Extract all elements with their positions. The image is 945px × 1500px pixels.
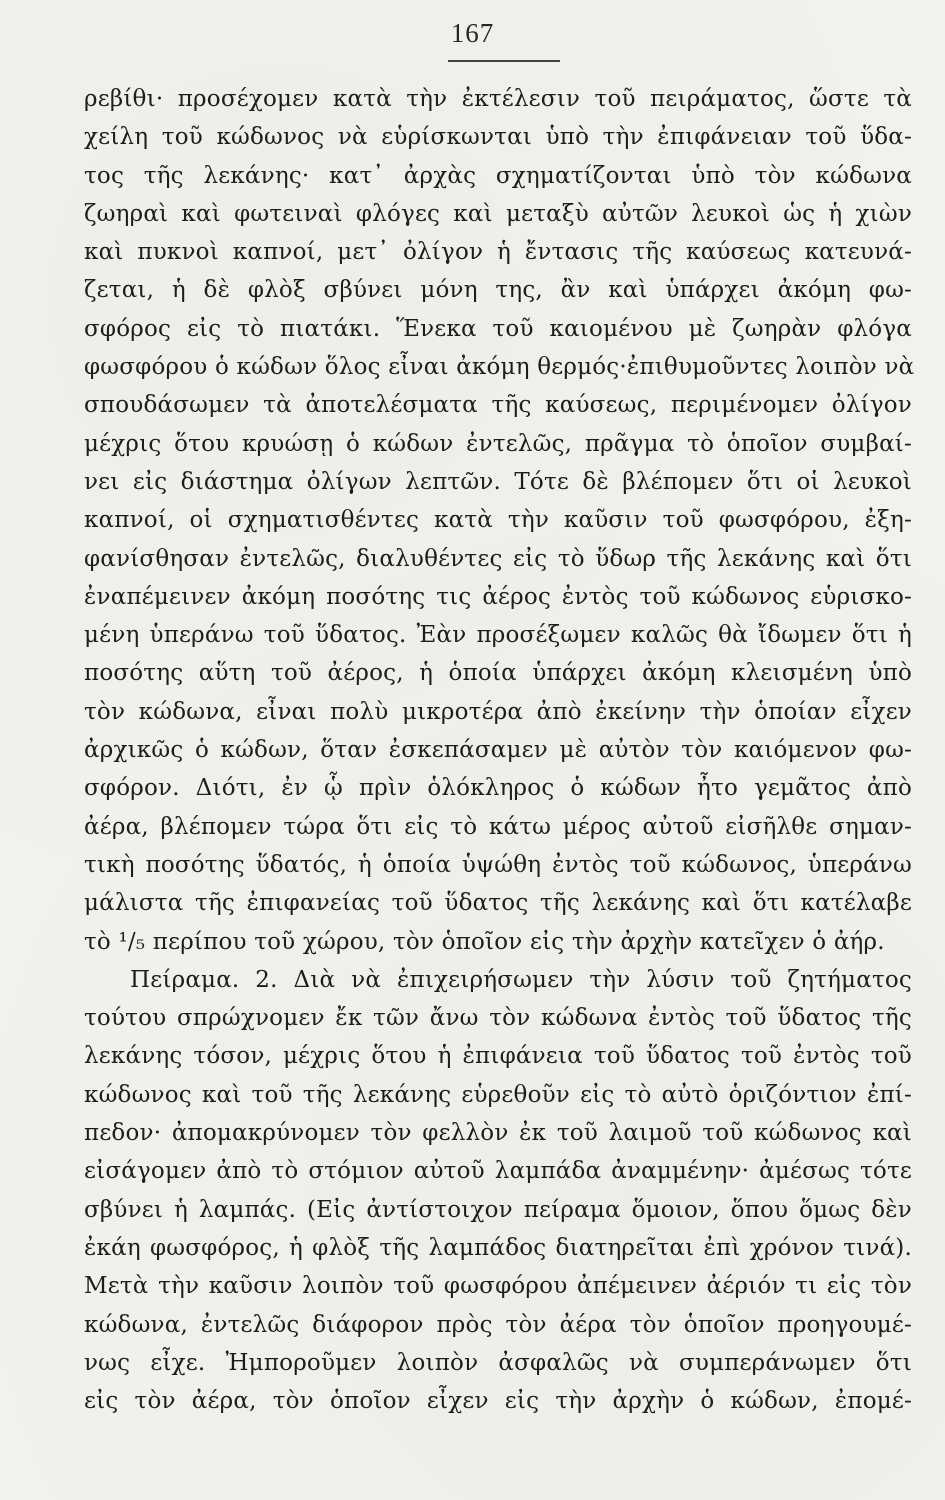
text-line: φωσφόρου ὁ κώδων ὅλος εἶναι ἀκόμη θερμός·ἐπιθυμοῦντες λοιπὸν νὰ [84, 354, 915, 381]
text-line: λεκάνης τόσον, μέχρις ὅτου ἡ ἐπιφάνεια τοῦ ὕδατος τοῦ ἐντὸς τοῦ [84, 1043, 912, 1070]
text-line: τούτου σπρώχνομεν ἔκ τῶν ἄνω τὸν κώδωνα ἐντὸς τοῦ ὕδατος τῆς [84, 1005, 912, 1032]
text-line: τὸ ¹/₅ περίπου τοῦ χώρου, τὸν ὁποῖον εἰς τὴν ἀρχὴν κατεῖχεν ὁ ἀήρ. [84, 928, 885, 955]
text-line: ρεβίθι· προσέχομεν κατὰ τὴν ἐκτέλεσιν τοῦ πειράματος, ὥστε τὰ [84, 86, 912, 112]
text-line: εἰς τὸν ἀέρα, τὸν ὁποῖον εἶχεν εἰς τὴν ἀρχὴν ὁ κώδων, ἐπομέ- [84, 1388, 912, 1415]
text-line: ἐκάη φωσφόρος, ἡ φλὸξ τῆς λαμπάδος διατηρεῖται ἐπὶ χρόνον τινά). [84, 1234, 912, 1261]
text-line: εἰσάγομεν ἀπὸ τὸ στόμιον αὐτοῦ λαμπάδα ἀναμμένην· ἀμέσως τότε [84, 1158, 912, 1185]
text-line: τικὴ ποσότης ὕδατός, ἡ ὁποία ὑψώθη ἐντὸς τοῦ κώδωνος, ὑπεράνω [84, 851, 912, 878]
text-line: σβύνει ἡ λαμπάς. (Εἰς ἀντίστοιχον πείραμα ὅμοιον, ὅπου ὅμως δὲν [84, 1196, 912, 1223]
text-line: φανίσθησαν ἐντελῶς, διαλυθέντες εἰς τὸ ὕδωρ τῆς λεκάνης καὶ ὅτι [84, 545, 912, 572]
text-line: ζωηραὶ καὶ φωτειναὶ φλόγες καὶ μεταξὺ αὐτῶν λευκοὶ ὡς ἡ χιὼν [84, 200, 912, 227]
body-text [84, 80, 915, 1420]
text-line: ἀέρα, βλέπομεν τώρα ὅτι εἰς τὸ κάτω μέρος αὐτοῦ εἰσῆλθε σημαν- [84, 813, 912, 840]
text-line: μέχρις ὅτου κρυώσῃ ὁ κώδων ἐντελῶς, πρᾶγμα τὸ ὁποῖον συμβαί- [84, 430, 912, 457]
text-line: Μετὰ τὴν καῦσιν λοιπὸν τοῦ φωσφόρου ἀπέμεινεν ἀέριόν τι εἰς τὸν [84, 1273, 912, 1300]
header-rule [448, 60, 560, 62]
text-line: ἐναπέμεινεν ἀκόμη ποσότης τις ἀέρος ἐντὸς τοῦ κώδωνος εὑρισκο- [84, 583, 912, 610]
text-line: καὶ πυκνοὶ καπνοί, μετ᾽ ὀλίγον ἡ ἔντασις τῆς καύσεως κατευνά- [84, 239, 912, 266]
text-line: ποσότης αὕτη τοῦ ἀέρος, ἡ ὁποία ὑπάρχει ἀκόμη κλεισμένη ὑπὸ [84, 660, 912, 687]
text-line: σφόρος εἰς τὸ πιατάκι. Ἕνεκα τοῦ καιομένου μὲ ζωηρὰν φλόγα [84, 315, 912, 342]
text-line: χείλη τοῦ κώδωνος νὰ εὑρίσκωνται ὑπὸ τὴν ἐπιφάνειαν τοῦ ὕδα- [84, 124, 912, 151]
text-line: κώδωνα, ἐντελῶς διάφορον πρὸς τὸν ἀέρα τὸν ὁποῖον προηγουμέ- [84, 1311, 912, 1338]
page-number: 167 [450, 18, 495, 48]
text-line: Πείραμα. 2. Διὰ νὰ ἐπιχειρήσωμεν τὴν λύσιν τοῦ ζητήματος [130, 966, 912, 993]
text-line: μάλιστα τῆς ἐπιφανείας τοῦ ὕδατος τῆς λεκάνης καὶ ὅτι κατέλαβε [84, 890, 912, 917]
text-line: κώδωνος καὶ τοῦ τῆς λεκάνης εὑρεθοῦν εἰς τὸ αὐτὸ ὁριζόντιον ἐπί- [84, 1081, 912, 1108]
text-line: μένη ὑπεράνω τοῦ ὕδατος. Ἐὰν προσέξωμεν καλῶς θὰ ἴδωμεν ὅτι ἡ [84, 622, 912, 649]
text-line: σφόρον. Διότι, ἐν ᾧ πρὶν ὁλόκληρος ὁ κώδων ἦτο γεμᾶτος ἀπὸ [84, 775, 912, 802]
text-line: ζεται, ἡ δὲ φλὸξ σβύνει μόνη της, ἂν καὶ ὑπάρχει ἀκόμη φω- [84, 277, 912, 304]
text-line: σπουδάσωμεν τὰ ἀποτελέσματα τῆς καύσεως, περιμένομεν ὀλίγον [84, 392, 912, 419]
text-line: νως εἶχε. Ἠμποροῦμεν λοιπὸν ἀσφαλῶς νὰ συμπεράνωμεν ὅτι [84, 1349, 912, 1376]
text-line: καπνοί, οἱ σχηματισθέντες κατὰ τὴν καῦσιν τοῦ φωσφόρου, ἐξη- [84, 507, 912, 534]
text-line: πεδον· ἀπομακρύνομεν τὸν φελλὸν ἐκ τοῦ λαιμοῦ τοῦ κώδωνος καὶ [84, 1120, 912, 1147]
text-line: ἀρχικῶς ὁ κώδων, ὅταν ἐσκεπάσαμεν μὲ αὐτὸν τὸν καιόμενον φω- [84, 737, 912, 764]
text-line: τος τῆς λεκάνης· κατ᾽ ἀρχὰς σχηματίζονται ὑπὸ τὸν κώδωνα [84, 162, 912, 189]
text-line: νει εἰς διάστημα ὀλίγων λεπτῶν. Τότε δὲ βλέπομεν ὅτι οἱ λευκοὶ [84, 468, 912, 495]
text-line: τὸν κώδωνα, εἶναι πολὺ μικροτέρα ἀπὸ ἐκείνην τὴν ὁποίαν εἶχεν [84, 698, 912, 725]
